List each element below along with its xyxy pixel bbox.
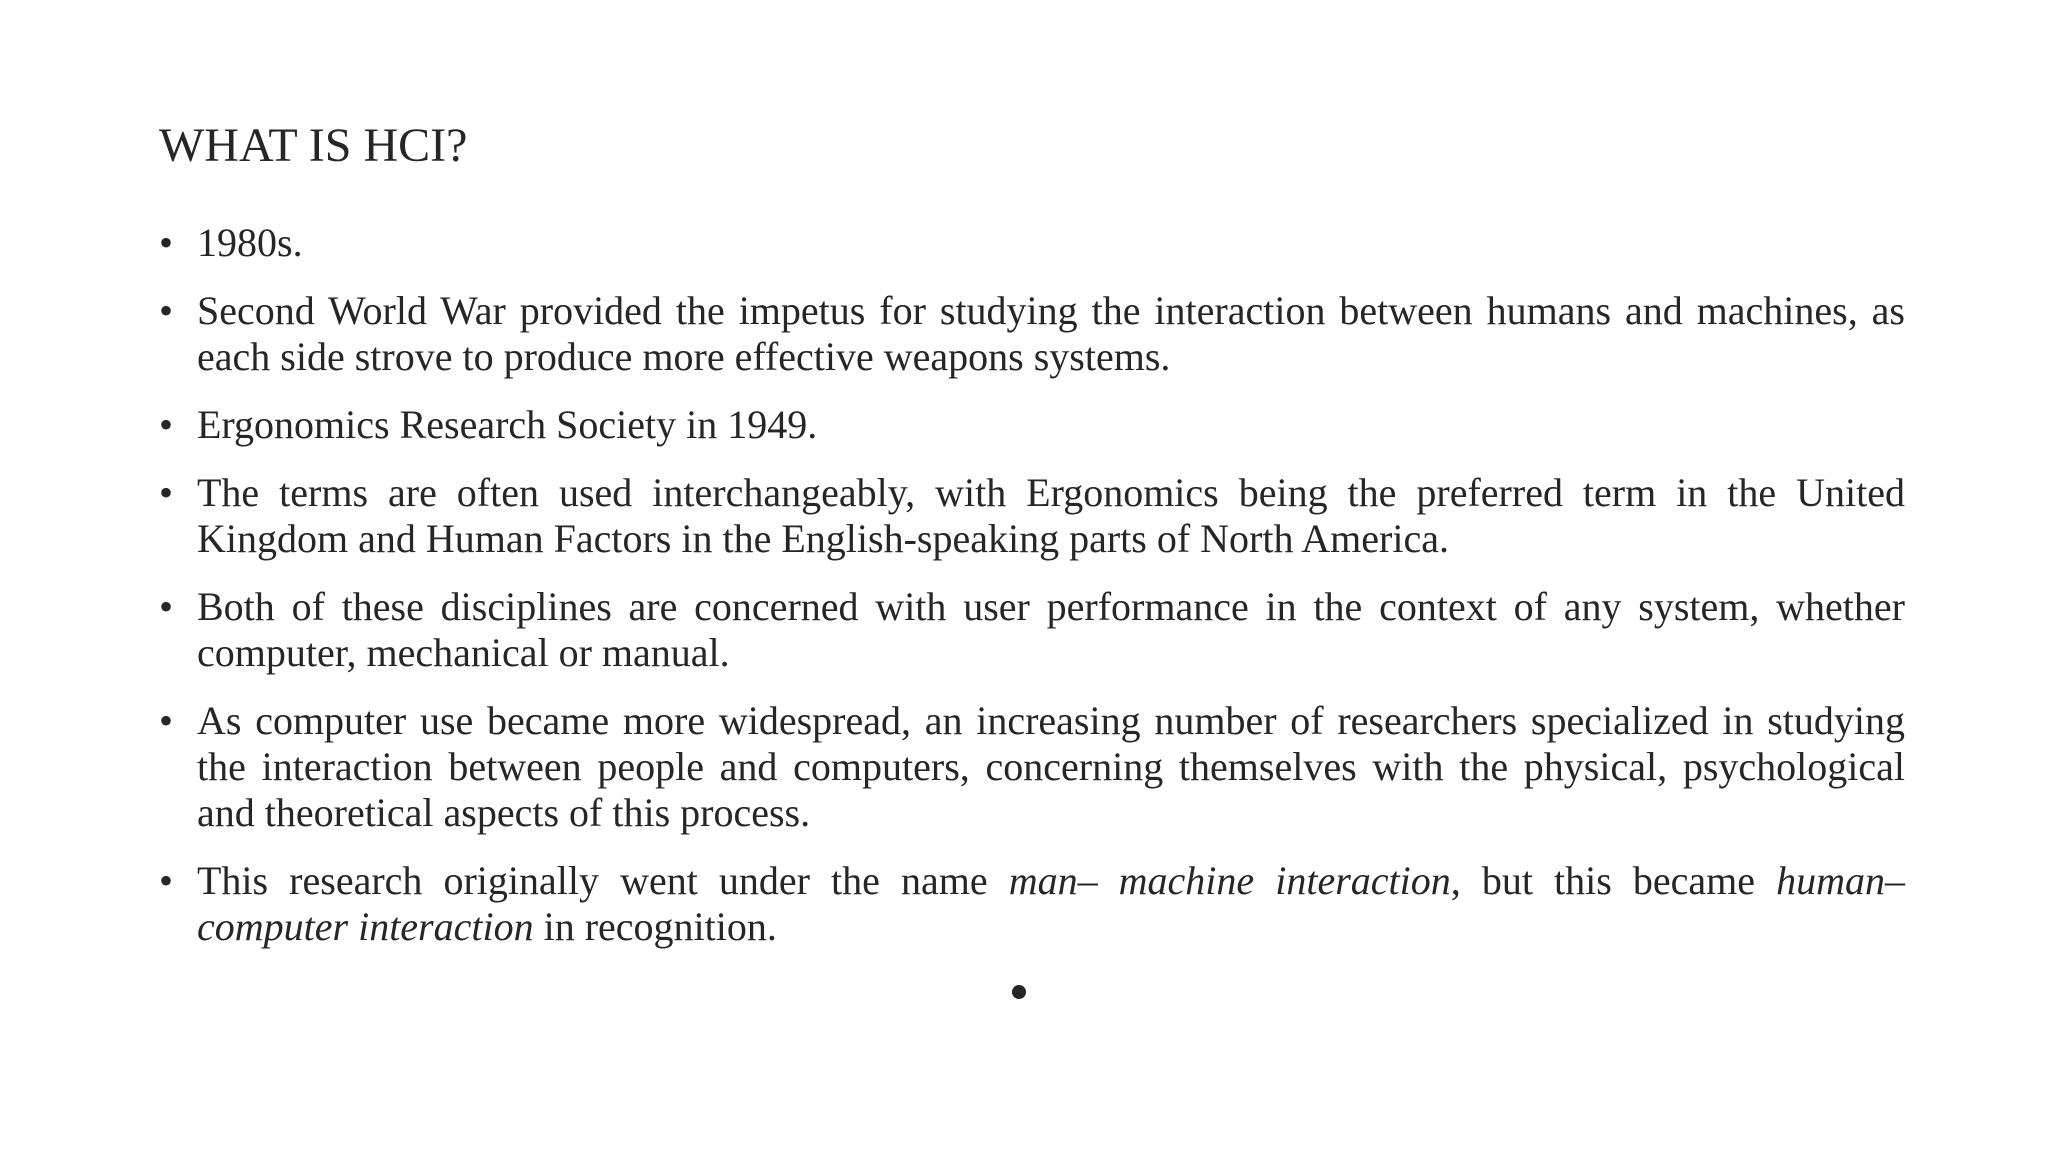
bullet-text: Second World War provided the impetus for studying the interaction between humans and machines, as each side strove to produce more effective weapons systems. bbox=[197, 288, 1905, 379]
bullet-point: • bbox=[159, 470, 174, 515]
slide-title: WHAT IS HCI? bbox=[159, 119, 468, 172]
bullet-text: 1980s. bbox=[197, 220, 303, 265]
bullet-item bbox=[159, 470, 1905, 562]
empty-bullet-dot bbox=[1012, 985, 1026, 999]
bullet-text-segment: This research originally went under the name bbox=[197, 858, 1009, 903]
bullet-item bbox=[159, 402, 1905, 448]
bullet-point: • bbox=[159, 584, 174, 629]
bullet-text: Ergonomics Research Society in 1949. bbox=[197, 402, 818, 447]
italic-term-hci: human–computer interaction bbox=[197, 858, 1906, 949]
bullet-point: • bbox=[159, 698, 174, 743]
bullet-text: The terms are often used interchangeably, with Ergonomics being the preferred term in the United Kingdom and Human Factors in the English-speaking parts of North America. bbox=[197, 470, 1905, 561]
bullet-point: • bbox=[159, 402, 174, 447]
bullet-point: • bbox=[159, 220, 174, 265]
bullet-item bbox=[159, 220, 1905, 266]
bullet-list bbox=[159, 220, 1905, 972]
bullet-point: • bbox=[159, 288, 174, 333]
bullet-item bbox=[159, 584, 1905, 676]
bullet-text-segment: , but this became bbox=[1450, 858, 1777, 903]
bullet-item bbox=[159, 288, 1905, 380]
bullet-point: • bbox=[159, 858, 174, 903]
bullet-text: As computer use became more widespread, an increasing number of researchers specialized in studying the interaction between people and computers, concerning themselves with the physical, psychological and theoretical aspects of this process. bbox=[197, 698, 1905, 835]
bullet-item bbox=[159, 858, 1905, 950]
bullet-item bbox=[159, 698, 1905, 836]
italic-term-man-machine: man– machine interaction bbox=[1008, 858, 1451, 903]
bullet-text: Both of these disciplines are concerned with user performance in the context of any system, whether computer, mechanical or manual. bbox=[197, 584, 1905, 675]
bullet-text-segment: in recognition. bbox=[533, 904, 777, 949]
bullet-text bbox=[197, 858, 1905, 949]
